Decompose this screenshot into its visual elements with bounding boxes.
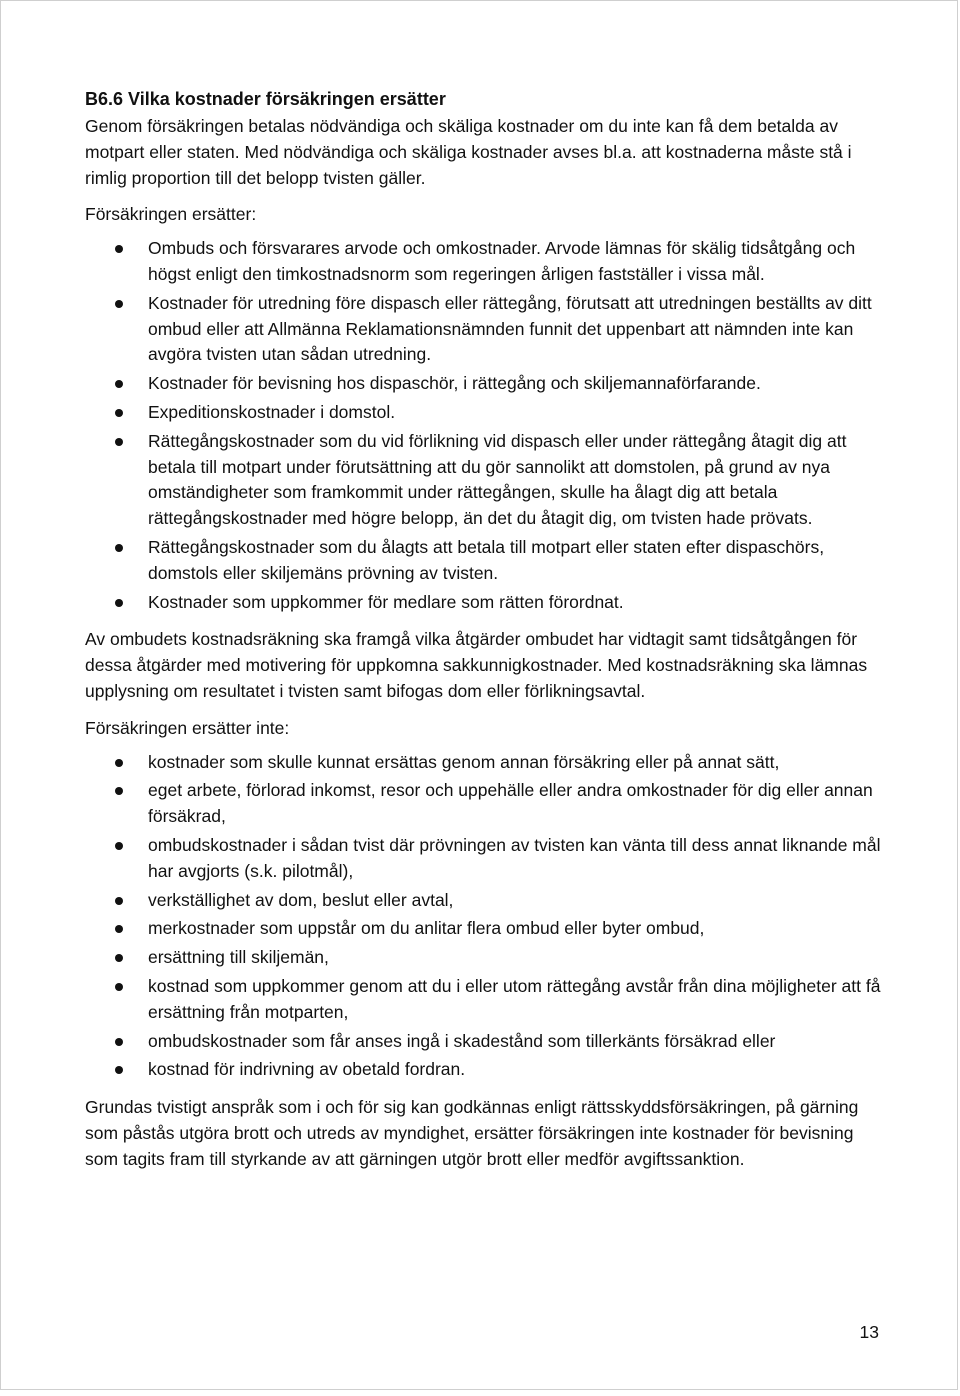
list-item-text: Rättegångskostnader som du vid förlikning vid dispasch eller under rättegång åtagit dig att betala till motpart under förutsättning att du gör sannolikt att domstolen, på grund av nya omständigheter som framkommit under rättegången, skulle ha ålagt dig att betala rättegångskostnader med högre belopp, än det du åtagit dig, om tvisten hade prövats.	[148, 430, 847, 529]
list-item	[85, 945, 885, 971]
bullet-icon	[115, 409, 123, 417]
list-item-text: Kostnader för bevisning hos dispaschör, i rättegång och skiljemannaförfarande.	[148, 373, 761, 394]
intro-paragraph: Genom försäkringen betalas nödvändiga och skäliga kostnader om du inte kan få dem betalda av motpart eller staten. Med nödvändiga och skäliga kostnader avses bl.a. att kostnaderna måste stå i rimlig proportion till det belopp tvisten gäller.	[85, 116, 852, 188]
list-item	[85, 429, 885, 532]
page-content	[85, 87, 885, 1183]
list-item	[85, 833, 885, 885]
final-paragraph: Grundas tvistigt anspråk som i och för sig kan godkännas enligt rättsskyddsförsäkringen, på gärning som påstås utgöra brott och utreds av myndighet, ersätter försäkringen inte kostnader för bevisning som tagits fram till styrkande av att gärningen utgör brott eller medför avgiftssanktion.	[85, 1097, 859, 1169]
list-item	[85, 535, 885, 587]
list-item-text: kostnad för indrivning av obetald fordran.	[148, 1059, 466, 1080]
bullet-icon	[115, 759, 123, 767]
list-item	[85, 888, 885, 914]
list-item-text: Kostnader för utredning före dispasch eller rättegång, förutsatt att utredningen beställts av ditt ombud eller att Allmänna Reklamationsnämnden funnit det uppenbart att nämnden inte kan avgöra tvisten utan sådan utredning.	[148, 292, 872, 365]
bullet-icon	[115, 544, 123, 552]
list-item-text: ombudskostnader som får anses ingå i skadestånd som tillerkänts försäkrad eller	[148, 1030, 776, 1051]
list-item-text: kostnader som skulle kunnat ersättas genom annan försäkring eller på annat sätt,	[148, 751, 780, 772]
list-item-text: ombudskostnader i sådan tvist där prövningen av tvisten kan vänta till dess annat liknande mål har avgjorts (s.k. pilotmål),	[148, 834, 881, 881]
bullet-icon	[115, 438, 123, 446]
bullet-icon	[115, 1066, 123, 1074]
excludes-list	[85, 750, 885, 1084]
covers-list	[85, 236, 885, 615]
list-item-text: merkostnader som uppstår om du anlitar flera ombud eller byter ombud,	[148, 918, 705, 939]
excludes-label: Försäkringen ersätter inte:	[85, 717, 290, 738]
list-item	[85, 590, 885, 616]
list-item-text: verkställighet av dom, beslut eller avtal,	[148, 889, 454, 910]
list-item-text: eget arbete, förlorad inkomst, resor och uppehälle eller andra omkostnader för dig eller annan försäkrad,	[148, 780, 873, 827]
list-item-text: Rättegångskostnader som du ålagts att betala till motpart eller staten efter dispaschörs, domstols eller skiljemäns prövning av tvisten.	[148, 536, 825, 583]
list-item	[85, 974, 885, 1026]
bullet-icon	[115, 245, 123, 253]
covers-label: Försäkringen ersätter:	[85, 204, 257, 225]
list-item	[85, 1029, 885, 1055]
list-item	[85, 916, 885, 942]
list-item-text: Ombuds och försvarares arvode och omkostnader. Arvode lämnas för skälig tidsåtgång och högst enligt den timkostnadsnorm som regeringen årligen fastställer i vissa mål.	[148, 238, 856, 284]
list-item-text: Kostnader som uppkommer för medlare som rätten förordnat.	[148, 591, 624, 612]
list-item	[85, 400, 885, 426]
list-item	[85, 236, 885, 288]
ombud-paragraph: Av ombudets kostnadsräkning ska framgå vilka åtgärder ombudet har vidtagit samt tidsåtgången för dessa åtgärder med motivering för uppkomna sakkunnigkostnader. Med kostnadsräkning ska lämnas upplysning om resultatet i tvisten samt bifogas dom eller förlikningsavtal.	[85, 629, 868, 701]
bullet-icon	[115, 787, 123, 795]
bullet-icon	[115, 300, 123, 308]
list-item	[85, 291, 885, 368]
list-item-text: kostnad som uppkommer genom att du i eller utom rättegång avstår från dina möjligheter att få ersättning från motparten,	[148, 975, 881, 1022]
page-number: 13	[859, 1322, 879, 1342]
list-item	[85, 1057, 885, 1083]
list-item	[85, 778, 885, 830]
list-item	[85, 750, 885, 776]
bullet-icon	[115, 599, 123, 607]
bullet-icon	[115, 983, 123, 991]
bullet-icon	[115, 1038, 123, 1046]
bullet-icon	[115, 897, 123, 905]
bullet-icon	[115, 954, 123, 962]
section-heading: B6.6 Vilka kostnader försäkringen ersätter	[85, 89, 446, 109]
bullet-icon	[115, 842, 123, 850]
bullet-icon	[115, 380, 123, 388]
list-item-text: Expeditionskostnader i domstol.	[148, 401, 396, 422]
bullet-icon	[115, 925, 123, 933]
list-item-text: ersättning till skiljemän,	[148, 947, 329, 968]
list-item	[85, 371, 885, 397]
